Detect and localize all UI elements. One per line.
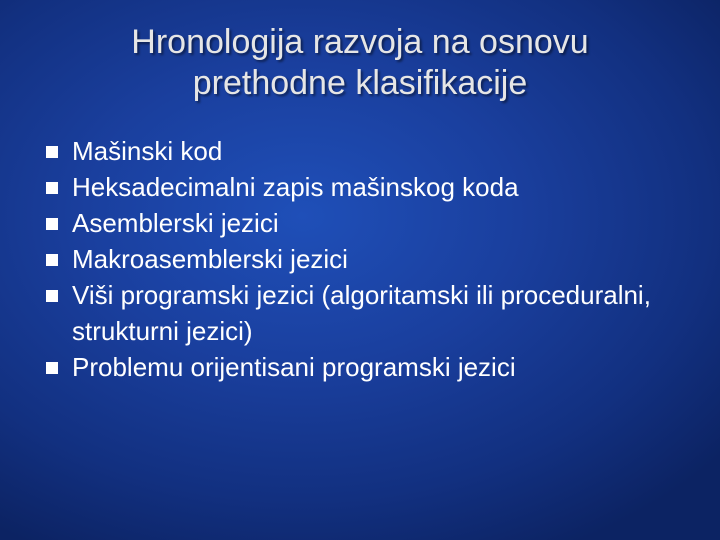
bullet-text: Viši programski jezici (algoritamski ili proceduralni, strukturni jezici) — [72, 280, 651, 346]
square-bullet-icon — [46, 254, 58, 266]
bullet-text: Mašinski kod — [72, 136, 223, 166]
bullet-item — [44, 349, 694, 385]
bullet-text: Problemu orijentisani programski jezici — [72, 352, 516, 382]
bullet-text: Heksadecimalni zapis mašinskog koda — [72, 172, 519, 202]
square-bullet-icon — [46, 182, 58, 194]
square-bullet-icon — [46, 362, 58, 374]
bullet-item — [44, 277, 694, 349]
bullet-item — [44, 205, 694, 241]
bullet-item — [44, 169, 694, 205]
bullet-list — [44, 133, 694, 385]
square-bullet-icon — [46, 218, 58, 230]
bullet-item — [44, 241, 694, 277]
square-bullet-icon — [46, 146, 58, 158]
bullet-item — [44, 133, 694, 169]
bullet-text: Asemblerski jezici — [72, 208, 279, 238]
bullet-text: Makroasemblerski jezici — [72, 244, 348, 274]
square-bullet-icon — [46, 290, 58, 302]
slide-title-line: prethodne klasifikacije — [192, 64, 528, 102]
slide-title — [40, 22, 680, 104]
slide-title-line: Hronologija razvoja na osnovu — [131, 23, 589, 61]
